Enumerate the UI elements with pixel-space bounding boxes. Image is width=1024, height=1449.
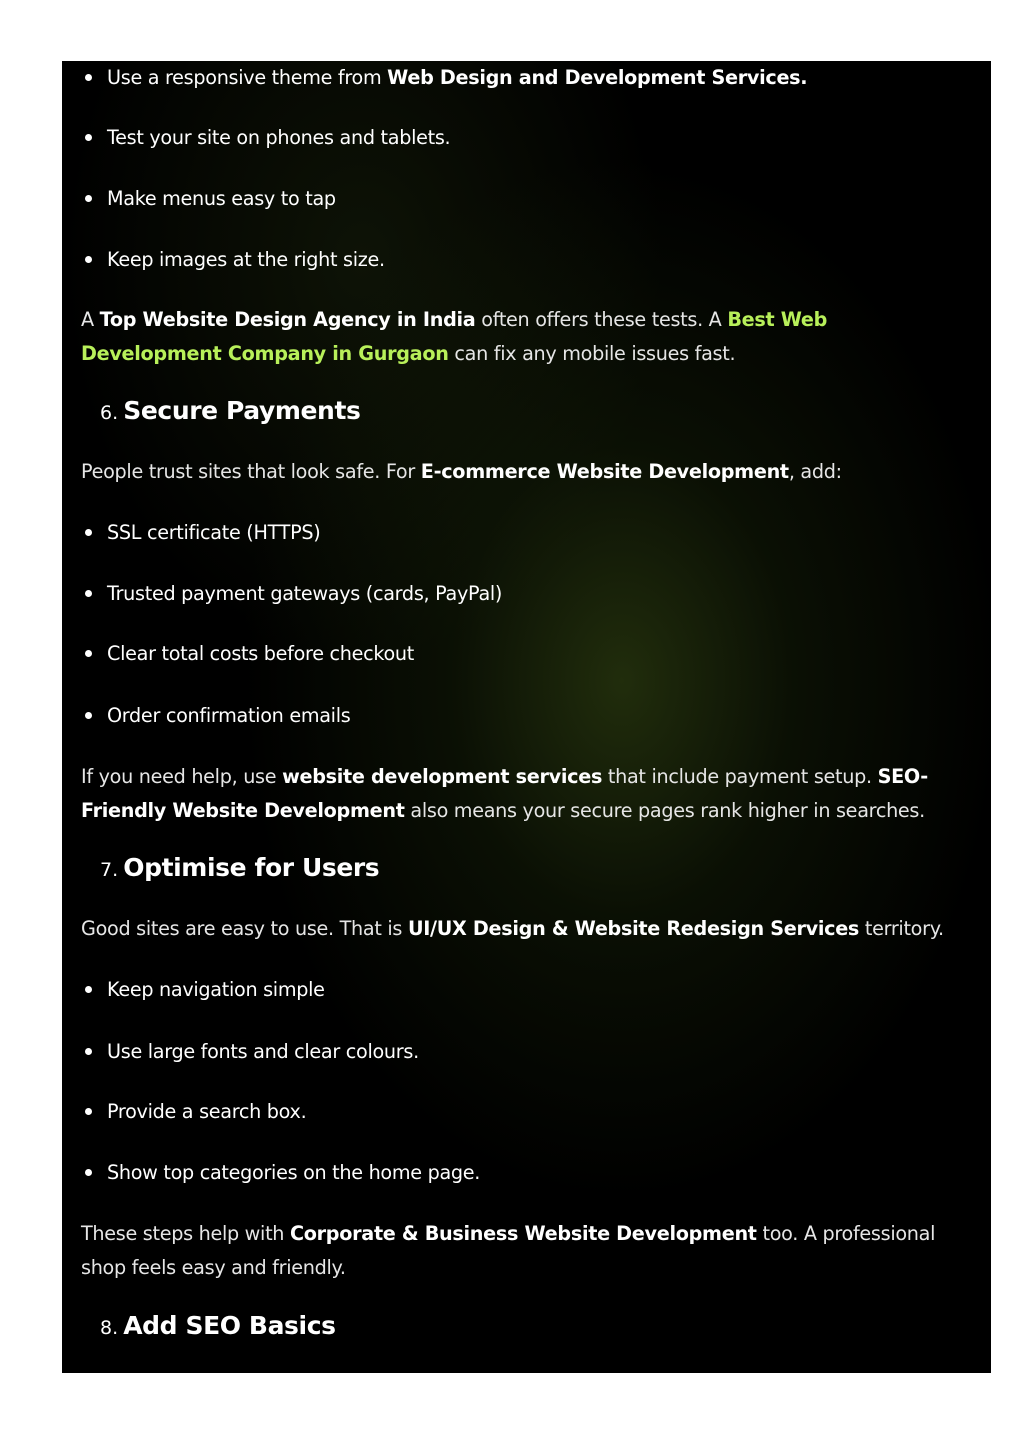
bullet-dot [85, 1048, 92, 1055]
bullet-dot [85, 590, 92, 597]
paragraph-text: People trust sites that look safe. For [81, 460, 421, 483]
paragraph-bold-text: Corporate & Business Website Development [289, 1222, 757, 1245]
paragraph-text: , add: [788, 460, 842, 483]
list-item-text: Use a responsive theme from [107, 66, 388, 89]
section-heading [100, 396, 360, 425]
bullet-dot [85, 986, 92, 993]
list-item-text: Keep images at the right size. [107, 248, 385, 271]
heading-title: Secure Payments [123, 396, 361, 425]
paragraph-text: A [81, 308, 100, 331]
company-link[interactable]: Best Web Development Company in Gurgaon [81, 308, 828, 365]
bullet-dot [85, 529, 92, 536]
paragraph-bold-text: SEO-Friendly Website Development [81, 765, 928, 822]
paragraph-text: These steps help with [81, 1222, 290, 1245]
paragraph-text: If you need help, use [81, 765, 283, 788]
section-heading [100, 1311, 336, 1340]
article-content-panel [62, 61, 991, 1373]
paragraph [81, 760, 961, 828]
list-item-bold-text: Web Design and Development Services. [387, 66, 808, 89]
paragraph-text: can fix any mobile issues fast. [448, 342, 736, 365]
paragraph [81, 455, 961, 489]
paragraph-text: often offers these tests. A [475, 308, 728, 331]
bullet-dot [85, 650, 92, 657]
paragraph-bold-text: Top Website Design Agency in India [99, 308, 476, 331]
bullet-dot [85, 134, 92, 141]
paragraph-text: territory. [859, 917, 944, 940]
paragraph-bold-text: E-commerce Website Development [420, 460, 789, 483]
list-item-text: Use large fonts and clear colours. [107, 1040, 419, 1063]
bullet-dot [85, 256, 92, 263]
paragraph [81, 1217, 961, 1285]
list-item-text: Show top categories on the home page. [107, 1161, 481, 1184]
list-item-text: Test your site on phones and tablets. [107, 126, 451, 149]
bullet-dot [85, 1169, 92, 1176]
heading-number: 8. [100, 1317, 119, 1339]
paragraph-text: too. A professional shop feels easy and friendly. [81, 1222, 936, 1279]
paragraph [81, 303, 961, 371]
list-item-text: Make menus easy to tap [107, 187, 336, 210]
list-item-text: Order confirmation emails [107, 704, 351, 727]
paragraph [81, 912, 961, 946]
bullet-dot [85, 712, 92, 719]
heading-title: Optimise for Users [123, 853, 380, 882]
list-item-text: SSL certificate (HTTPS) [107, 521, 321, 544]
list-item-text: Provide a search box. [107, 1100, 307, 1123]
bullet-dot [85, 74, 92, 81]
paragraph-text: that include payment setup. [602, 765, 878, 788]
heading-number: 7. [100, 859, 119, 881]
paragraph-text: also means your secure pages rank higher in searches. [404, 799, 925, 822]
list-item-text: Keep navigation simple [107, 978, 325, 1001]
paragraph-bold-text: UI/UX Design & Website Redesign Services [407, 917, 860, 940]
bullet-dot [85, 195, 92, 202]
list-item-text: Clear total costs before checkout [107, 642, 415, 665]
paragraph-text: Good sites are easy to use. That is [81, 917, 408, 940]
bullet-dot [85, 1108, 92, 1115]
list-item-text: Trusted payment gateways (cards, PayPal) [107, 582, 503, 605]
heading-number: 6. [100, 402, 119, 424]
paragraph-bold-text: website development services [282, 765, 603, 788]
section-heading [100, 853, 379, 882]
heading-title: Add SEO Basics [123, 1311, 336, 1340]
